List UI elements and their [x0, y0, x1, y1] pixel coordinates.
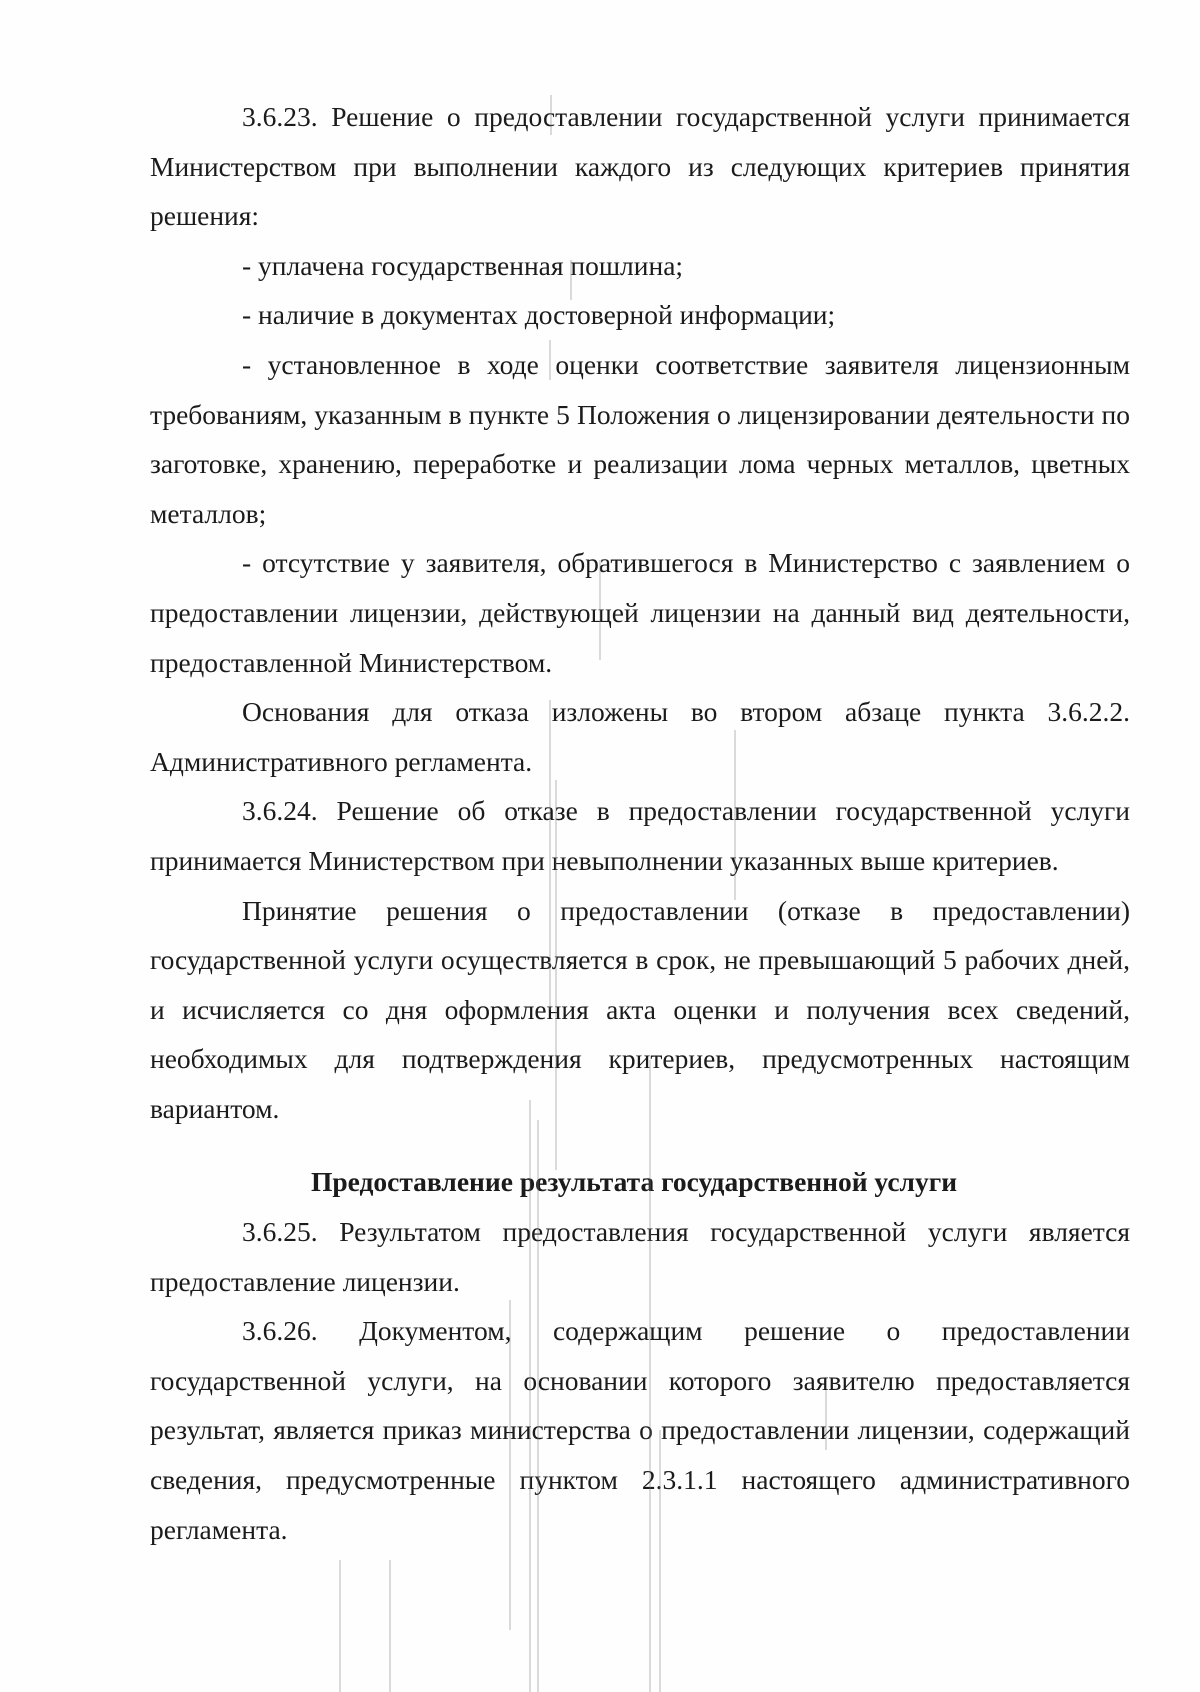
paragraph-3-6-24: 3.6.24. Решение об отказе в предоставлении государственной услуги принимается Министерством при невыполнении указанных выше критериев. — [150, 795, 1130, 876]
paragraph-3-6-26: 3.6.26. Документом, содержащим решение о предоставлении государственной услуги, на основании которого заявителю предоставляется результат, является приказ министерства о предоставлении лицензии, содержащий сведения, предусмотренные пунктом 2.3.1.1 настоящего административного регламента. — [150, 1315, 1130, 1545]
paragraph-decision-term: Принятие решения о предоставлении (отказе в предоставлении) государственной услуги осуществляется в срок, не превышающий 5 рабочих дней, и исчисляется со дня оформления акта оценки и получения всех сведений, необходимых для подтверждения критериев, предусмотренных настоящим вариантом. — [150, 894, 1130, 1124]
criterion-reliable-info: - наличие в документах достоверной информации; — [242, 299, 836, 331]
paragraph-refusal-grounds: Основания для отказа изложены во втором абзаце пункта 3.6.2.2. Административного регламента. — [150, 696, 1130, 777]
criterion-no-existing-license: - отсутствие у заявителя, обратившегося в Министерство с заявлением о предоставлении лицензии, действующей лицензии на данный вид деятельности, предоставленной Министерством. — [150, 547, 1130, 678]
section-heading: Предоставление результата государственной услуги — [310, 1166, 958, 1198]
paragraph-3-6-25: 3.6.25. Результатом предоставления государственной услуги является предоставление лицензии. — [150, 1216, 1130, 1297]
document-body — [150, 92, 1130, 1554]
paragraph-3-6-23: 3.6.23. Решение о предоставлении государственной услуги принимается Министерством при выполнении каждого из следующих критериев принятия решения: — [150, 101, 1130, 232]
criterion-license-requirements: - установленное в ходе оценки соответствие заявителя лицензионным требованиям, указанным в пункте 5 Положения о лицензировании деятельности по заготовке, хранению, переработке и реализации лома черных металлов, цветных металлов; — [150, 348, 1130, 529]
criterion-fee-paid: - уплачена государственная пошлина; — [242, 249, 684, 281]
